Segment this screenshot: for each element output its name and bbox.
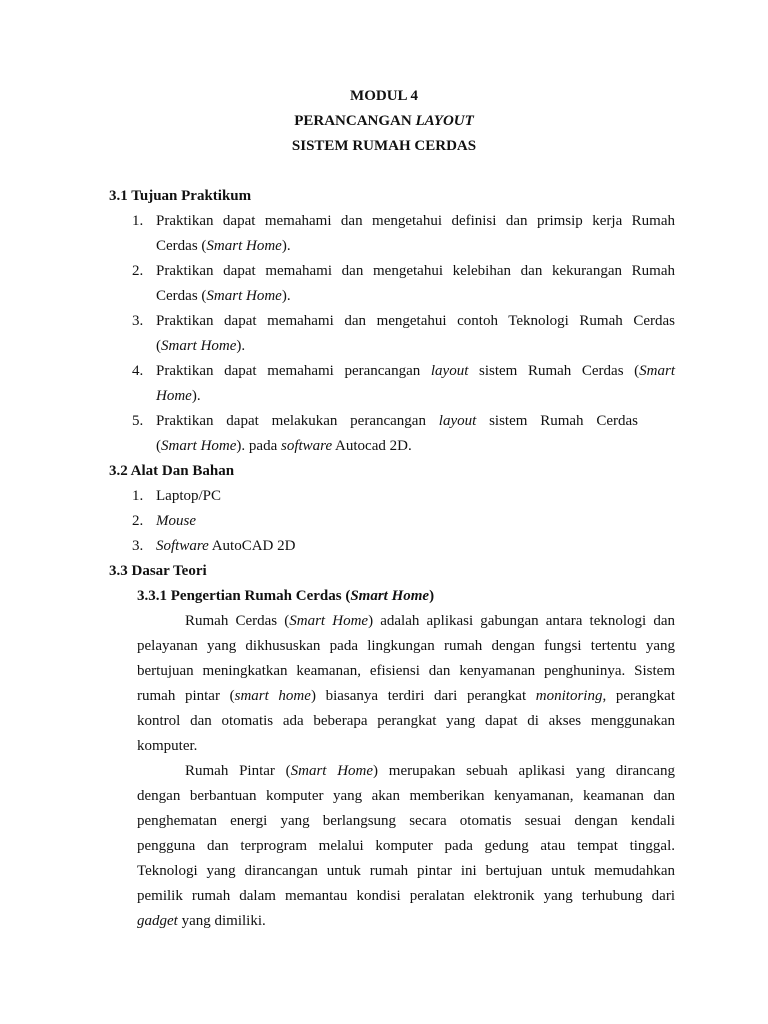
list-item-number: 3.: [132, 313, 144, 329]
list-item-text: Praktikan dapat memahami dan mengetahui contoh Teknologi Rumah Cerdas: [156, 313, 675, 329]
paragraph-line: Rumah Cerdas (Smart Home) adalah aplikasi gabungan antara teknologi dan: [185, 613, 675, 629]
list-item-text: Praktikan dapat memahami perancangan layout sistem Rumah Cerdas (Smart: [156, 363, 676, 379]
list-item-number: 1.: [132, 213, 144, 229]
list-item-text: Home).: [156, 388, 201, 404]
list-item-text: Cerdas (Smart Home).: [156, 238, 291, 254]
section-heading-tujuan: 3.1 Tujuan Praktikum: [109, 188, 252, 204]
list-item-text: Praktikan dapat melakukan perancangan layout sistem Rumah Cerdas: [156, 413, 639, 429]
list-item-number: 5.: [132, 413, 144, 429]
list-item-text: Cerdas (Smart Home).: [156, 288, 291, 304]
title-main-text: PERANCANGAN: [294, 113, 412, 129]
list-item-text: Laptop/PC: [156, 488, 222, 504]
list-item-number: 1.: [132, 488, 144, 504]
paragraph-line: dengan berbantuan komputer yang akan memberikan kenyamanan, keamanan dan: [137, 788, 675, 804]
module-subtitle: SISTEM RUMAH CERDAS: [291, 138, 477, 154]
list-item-text: Software AutoCAD 2D: [156, 538, 296, 554]
module-title: [0, 112, 768, 130]
section-heading-dasar-teori: 3.3 Dasar Teori: [109, 563, 207, 579]
list-item-text: Mouse: [156, 513, 196, 529]
paragraph-line: gadget yang dimiliki.: [137, 913, 266, 929]
paragraph-line: rumah pintar (smart home) biasanya terdiri dari perangkat monitoring, perangkat: [137, 688, 676, 704]
paragraph-line: pengguna dan terprogram melalui komputer pada gedung atau tempat tinggal.: [137, 838, 675, 854]
paragraph-line: kontrol dan otomatis ada beberapa perangkat yang dapat di akses menggunakan: [137, 713, 675, 729]
list-item-number: 4.: [132, 363, 144, 379]
list-item-text: (Smart Home). pada software Autocad 2D.: [156, 438, 412, 454]
list-item-number: 2.: [132, 263, 144, 279]
paragraph-line: pemilik rumah dalam memantau kondisi peralatan elektronik yang terhubung dari: [137, 888, 675, 904]
paragraph-line: Rumah Pintar (Smart Home) merupakan sebuah aplikasi yang dirancang: [185, 763, 675, 779]
paragraph-line: bertujuan meningkatkan keamanan, efisiensi dan kenyamanan penghuninya. Sistem: [137, 663, 675, 679]
list-item-text: (Smart Home).: [156, 338, 246, 354]
list-item-number: 2.: [132, 513, 144, 529]
subsection-heading: 3.3.1 Pengertian Rumah Cerdas (Smart Home): [137, 588, 435, 604]
paragraph-line: pelayanan yang dikhususkan pada lingkungan rumah dengan fungsi tertentu yang: [137, 638, 675, 654]
paragraph-line: komputer.: [137, 738, 198, 754]
list-item-number: 3.: [132, 538, 144, 554]
paragraph-line: penghematan energi yang berlangsung secara otomatis sesuai dengan kendali: [137, 813, 675, 829]
paragraph-line: Teknologi yang dirancangan untuk rumah pintar ini bertujuan untuk memudahkan: [137, 863, 675, 879]
module-number: MODUL 4: [350, 88, 418, 104]
title-italic-text: LAYOUT: [415, 113, 474, 129]
list-item-text: Praktikan dapat memahami dan mengetahui kelebihan dan kekurangan Rumah: [156, 263, 675, 279]
section-heading-alat: 3.2 Alat Dan Bahan: [109, 463, 235, 479]
list-item-text: Praktikan dapat memahami dan mengetahui definisi dan primsip kerja Rumah: [156, 213, 675, 229]
